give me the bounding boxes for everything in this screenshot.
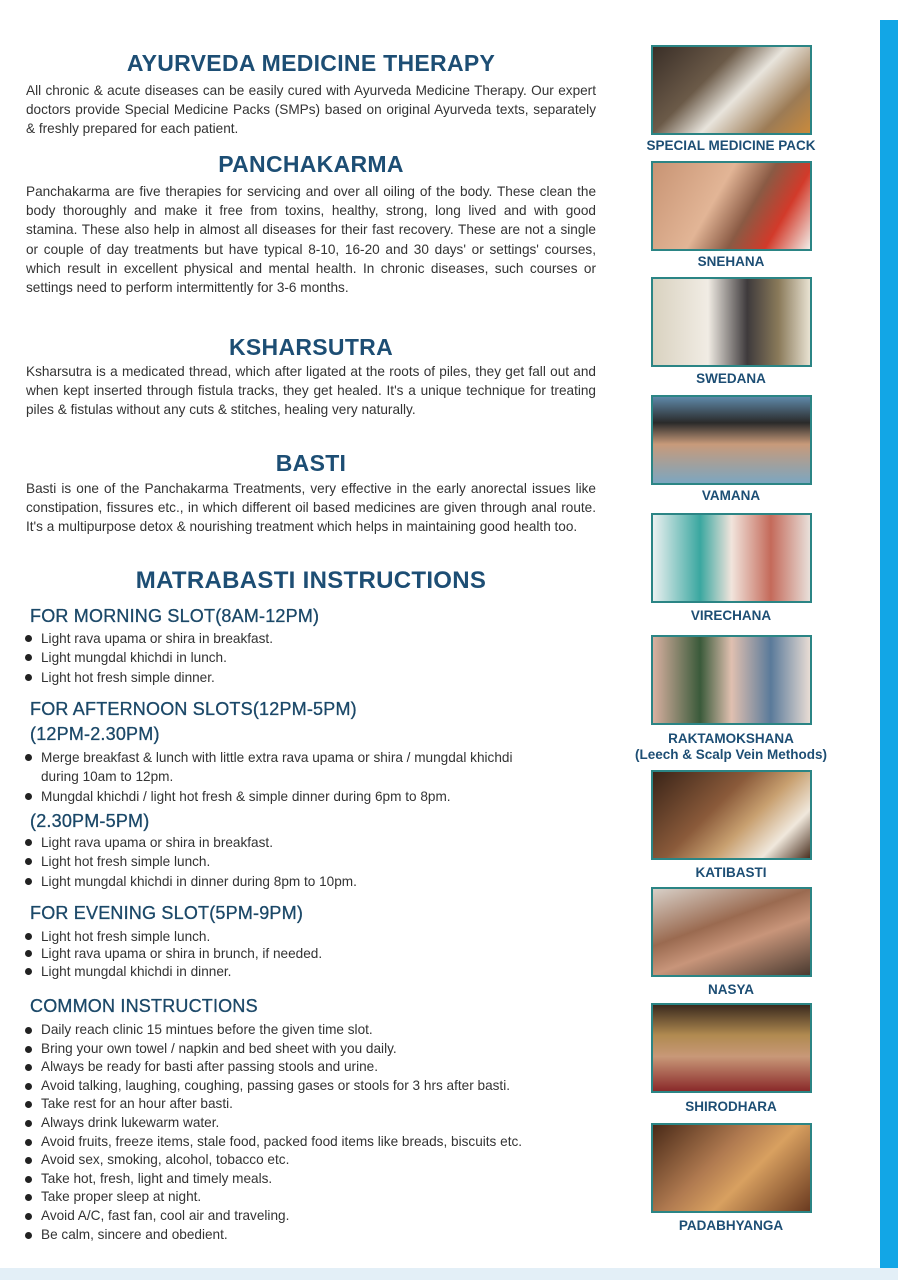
shirodhara-photo — [651, 1003, 812, 1093]
panchakarma-text: Panchakarma are five therapies for servicing and over all oiling of the body. These clean the body thoroughly and make it free from toxins, healthy, strong, long lived and with good stamina. These also help in almost all diseases for their fast recovery. These are not a single or couple of day treatments but have typical 8-10, 16-20 and 30 days' or settings' courses, which result in excellent physical and mental health. In chronic diseases, such courses or settings need to perform intermittently for 3-6 months. — [26, 184, 596, 296]
nasya-photo — [651, 887, 812, 977]
morning-heading: FOR MORNING SLOT(8AM-12PM) — [30, 606, 320, 626]
list-item: Light hot fresh simple lunch. — [22, 928, 602, 945]
list-item: Always drink lukewarm water. — [22, 1114, 602, 1133]
matrabasti-title: MATRABASTI INSTRUCTIONS — [135, 567, 487, 594]
bottom-strip — [0, 1268, 898, 1280]
basti-text: Basti is one of the Panchakarma Treatments, very effective in the early anorectal issues like constipation, fissures etc., in which different oil based medicines are given through anal route. It's a multipurpose detox & nourishing treatment which helps in maintaining good health too. — [26, 481, 596, 535]
therapy-caption: SWEDANA — [696, 371, 766, 386]
list-item: Light mungdal khichdi in lunch. — [22, 648, 602, 667]
list-item: Light hot fresh simple lunch. — [22, 852, 602, 871]
therapy-subcaption: (Leech & Scalp Vein Methods) — [634, 747, 828, 762]
list-item: Avoid talking, laughing, coughing, passing gases or stools for 3 hrs after basti. — [22, 1077, 602, 1096]
therapy-caption: PADABHYANGA — [678, 1218, 784, 1233]
special-medicine-pack-photo — [651, 45, 812, 135]
basti-title: BASTI — [275, 450, 347, 476]
common-heading: COMMON INSTRUCTIONS — [30, 996, 258, 1016]
list-item: Take rest for an hour after basti. — [22, 1095, 602, 1114]
raktamokshana-photo — [651, 635, 812, 725]
list-item: Be calm, sincere and obedient. — [22, 1226, 602, 1245]
list-item: Light mungdal khichdi in dinner. — [22, 963, 602, 980]
list-item: Always be ready for basti after passing stools and urine. — [22, 1058, 602, 1077]
list-item: Avoid fruits, freeze items, stale food, packed food items like breads, biscuits etc. — [22, 1133, 602, 1152]
list-item: Light hot fresh simple dinner. — [22, 668, 602, 687]
ksharsutra-text: Ksharsutra is a medicated thread, which after ligated at the roots of piles, they get fall out and when kept inserted through fistula tracks, they get healed. It's a unique technique for treating piles & fistulas without any cuts & stitches, healing very naturally. — [26, 364, 596, 418]
therapy-caption: RAKTAMOKSHANA — [668, 731, 794, 746]
virechana-photo — [651, 513, 812, 603]
therapy-caption: SHIRODHARA — [685, 1099, 777, 1114]
therapy-caption: VAMANA — [701, 488, 761, 503]
side-accent-bar — [880, 20, 898, 1270]
list-item: Mungdal khichdi / light hot fresh & simple dinner during 6pm to 8pm. — [22, 787, 552, 806]
ayurveda-title: AYURVEDA MEDICINE THERAPY — [126, 50, 496, 76]
katibasti-photo — [651, 770, 812, 860]
afternoon-sub2-list — [22, 833, 602, 891]
ayurveda-text: All chronic & acute diseases can be easily cured with Ayurveda Medicine Therapy. Our expert doctors provide Special Medicine Packs (SMPs) based on original Ayurveda texts, separately & freshly prepared for each patient. — [26, 83, 596, 137]
therapy-caption: VIRECHANA — [690, 608, 772, 623]
morning-list — [22, 629, 602, 687]
afternoon-sub1-list — [22, 748, 552, 806]
list-item: Bring your own towel / napkin and bed sheet with you daily. — [22, 1040, 602, 1059]
list-item: Light mungdal khichdi in dinner during 8pm to 10pm. — [22, 872, 602, 891]
list-item: Light rava upama or shira in brunch, if needed. — [22, 945, 602, 962]
list-item: Light rava upama or shira in breakfast. — [22, 833, 602, 852]
list-item: Merge breakfast & lunch with little extra rava upama or shira / mungdal khichdi during 10am to 12pm. — [22, 748, 552, 787]
afternoon-heading: FOR AFTERNOON SLOTS(12PM-5PM) — [30, 699, 357, 719]
evening-heading: FOR EVENING SLOT(5PM-9PM) — [30, 903, 304, 923]
therapy-caption: SPECIAL MEDICINE PACK — [646, 138, 816, 153]
afternoon-sub1-heading: (12PM-2.30PM) — [30, 724, 160, 744]
list-item: Daily reach clinic 15 mintues before the given time slot. — [22, 1021, 602, 1040]
afternoon-sub2-heading: (2.30PM-5PM) — [30, 811, 150, 831]
evening-list — [22, 928, 602, 980]
list-item: Light rava upama or shira in breakfast. — [22, 629, 602, 648]
list-item: Avoid sex, smoking, alcohol, tobacco etc. — [22, 1151, 602, 1170]
list-item: Avoid A/C, fast fan, cool air and traveling. — [22, 1207, 602, 1226]
snehana-photo — [651, 161, 812, 251]
therapy-caption: SNEHANA — [697, 254, 765, 269]
ksharsutra-title: KSHARSUTRA — [229, 334, 393, 360]
vamana-photo — [651, 395, 812, 485]
therapy-caption: NASYA — [707, 982, 755, 997]
swedana-photo — [651, 277, 812, 367]
therapy-caption: KATIBASTI — [695, 865, 767, 880]
panchakarma-title: PANCHAKARMA — [218, 151, 404, 177]
padabhyanga-photo — [651, 1123, 812, 1213]
list-item: Take proper sleep at night. — [22, 1188, 602, 1207]
common-list — [22, 1021, 602, 1244]
list-item: Take hot, fresh, light and timely meals. — [22, 1170, 602, 1189]
